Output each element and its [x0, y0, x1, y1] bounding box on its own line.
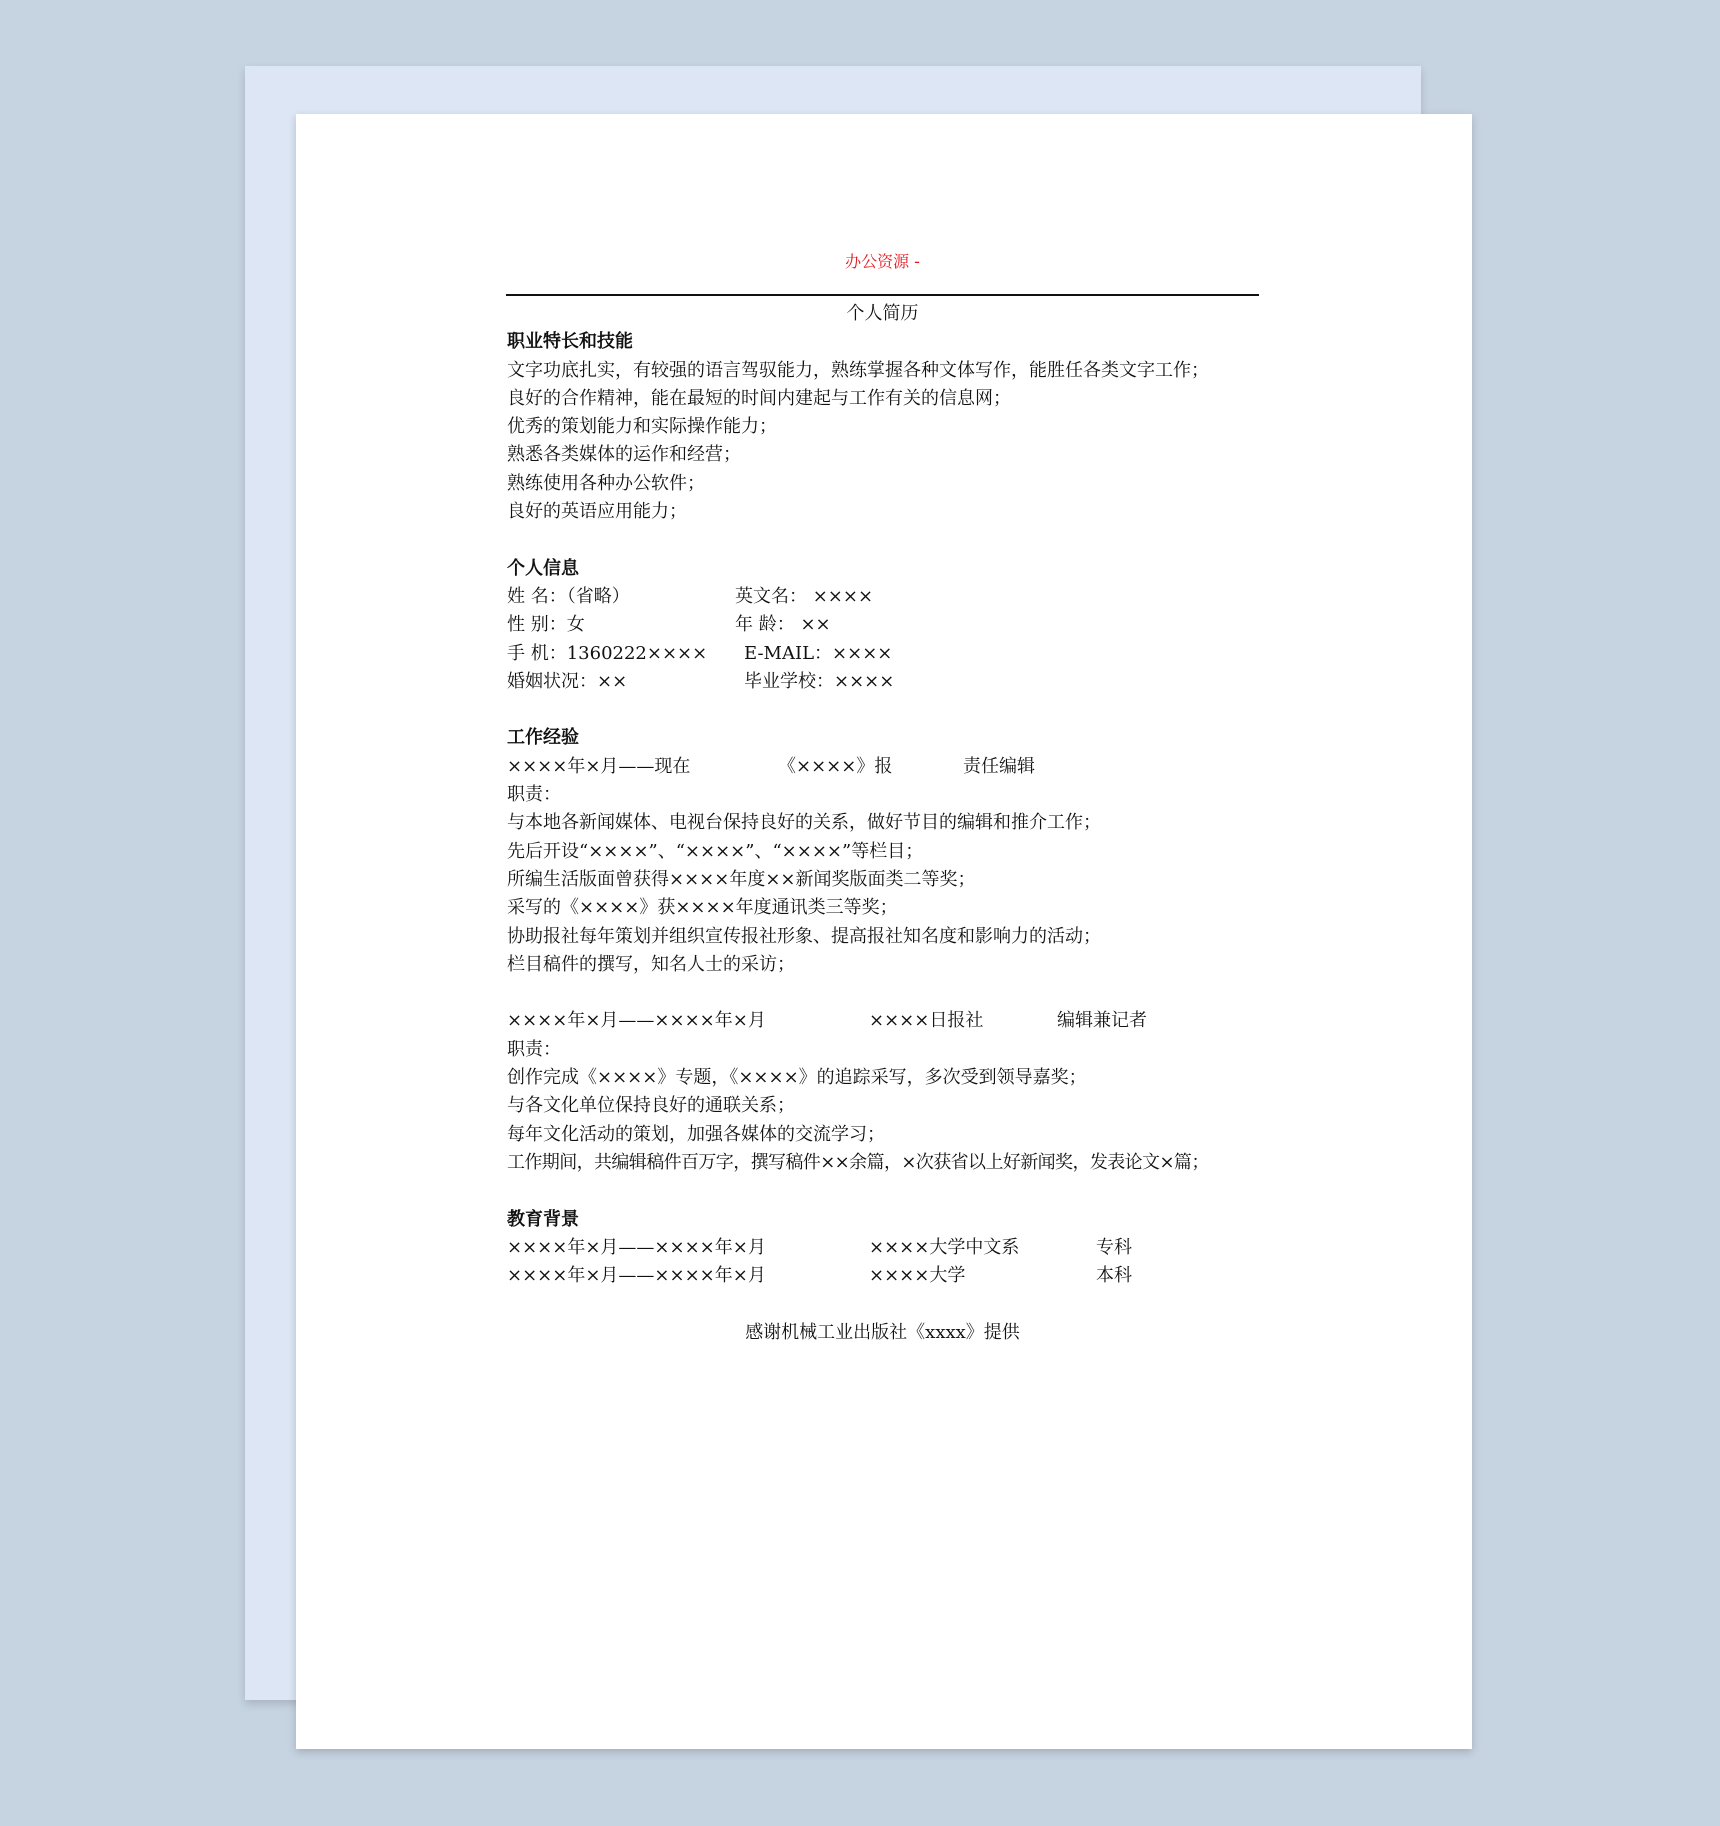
info-school: 毕业学校：××××: [744, 670, 895, 692]
skill-item: 优秀的策划能力和实际操作能力；: [507, 416, 777, 438]
info-email: E-MAIL：××××: [744, 642, 893, 664]
footer-credit: 感谢机械工业出版社《xxxx》提供: [745, 1321, 1020, 1343]
edu-period: ××××年×月——××××年×月: [507, 1265, 766, 1287]
duty-item: 创作完成《××××》专题，《××××》的追踪采写，多次受到领导嘉奖；: [507, 1067, 1087, 1089]
skill-item: 熟悉各类媒体的运作和经营；: [507, 444, 741, 466]
job-row: [507, 1007, 1267, 1035]
edu-degree: 本科: [1096, 1265, 1132, 1287]
info-row: [507, 611, 1267, 639]
job-row: [507, 753, 1267, 781]
job-period: ××××年×月——××××年×月: [507, 1010, 766, 1032]
edu-school: ××××大学: [869, 1265, 966, 1287]
duty-label: 职责：: [507, 784, 561, 806]
info-marital: 婚姻状况：××: [507, 670, 628, 692]
duty-item: 与本地各新闻媒体、电视台保持良好的关系，做好节目的编辑和推介工作；: [507, 812, 1101, 834]
duty-item: 先后开设“××××”、“××××”、“××××”等栏目；: [507, 840, 924, 862]
info-phone: 手 机：1360222××××: [507, 642, 708, 664]
section-heading-education: 教育背景: [507, 1208, 579, 1230]
job-role: 编辑兼记者: [1057, 1010, 1147, 1032]
header-rule: [506, 294, 1259, 296]
info-age: 年 龄： ××: [735, 614, 831, 636]
section-heading-work: 工作经验: [507, 727, 579, 749]
duty-item: 协助报社每年策划并组织宣传报社形象、提高报社知名度和影响力的活动；: [507, 925, 1101, 947]
doc-title: 个人简历: [846, 303, 919, 324]
job-org: ××××日报社: [869, 1010, 984, 1032]
info-name: 姓 名：（省略）: [507, 585, 630, 607]
section-heading-skills: 职业特长和技能: [507, 331, 633, 353]
skill-item: 良好的合作精神，能在最短的时间内建起与工作有关的信息网；: [507, 387, 1011, 409]
section-heading-personal: 个人信息: [507, 557, 579, 579]
page-header: 办公资源 -: [845, 252, 920, 271]
edu-row: [507, 1234, 1267, 1262]
edu-degree: 专科: [1096, 1236, 1132, 1258]
info-english-name: 英文名： ××××: [735, 585, 874, 607]
duty-item: 与各文化单位保持良好的通联关系；: [507, 1095, 795, 1117]
info-row: [507, 668, 1267, 696]
info-row: [507, 583, 1267, 611]
edu-row: [507, 1262, 1267, 1290]
duty-item: 工作期间，共编辑稿件百万字，撰写稿件××余篇，×次获省以上好新闻奖，发表论文×篇；: [507, 1151, 1209, 1173]
duty-item: 栏目稿件的撰写，知名人士的采访；: [507, 953, 795, 975]
edu-period: ××××年×月——××××年×月: [507, 1236, 766, 1258]
duty-item: 每年文化活动的策划，加强各媒体的交流学习；: [507, 1123, 885, 1145]
resume-body: [507, 300, 1267, 1347]
skill-item: 良好的英语应用能力；: [507, 501, 687, 523]
info-gender: 性 别：女: [507, 614, 585, 636]
info-row: [507, 640, 1267, 668]
edu-school: ××××大学中文系: [869, 1236, 1020, 1258]
skill-item: 熟练使用各种办公软件；: [507, 472, 705, 494]
skill-item: 文字功底扎实，有较强的语言驾驭能力，熟练掌握各种文体写作，能胜任各类文字工作；: [507, 359, 1209, 381]
job-org: 《××××》报: [778, 755, 893, 777]
job-period: ××××年×月——现在: [507, 755, 691, 777]
duty-item: 采写的《××××》获××××年度通讯类三等奖；: [507, 897, 898, 919]
duty-label: 职责：: [507, 1038, 561, 1060]
duty-item: 所编生活版面曾获得××××年度××新闻奖版面类二等奖；: [507, 868, 976, 890]
job-role: 责任编辑: [963, 755, 1035, 777]
